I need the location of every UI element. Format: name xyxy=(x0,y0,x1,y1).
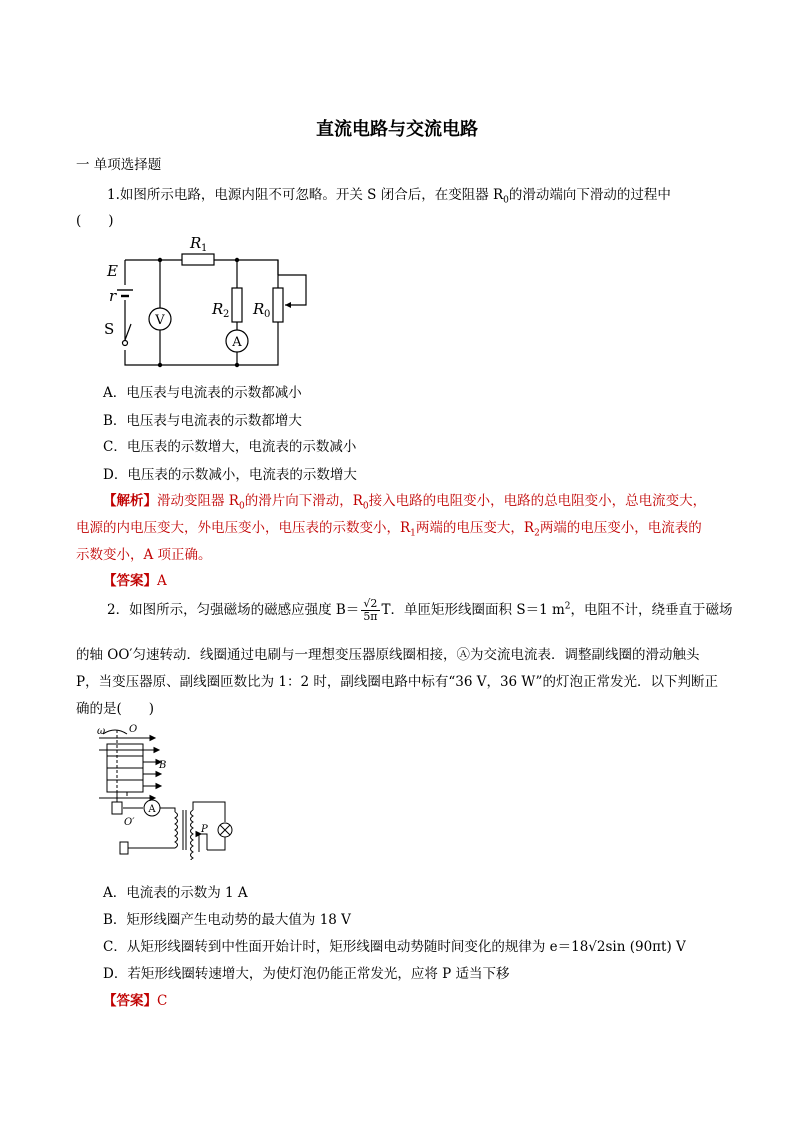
q1-analysis-line1: 【解析】滑动变阻器 $R_0$的滑片向下滑动，$R_0$接入电路的电阻变小，电路的总电阻变小，总电流变大， xyxy=(103,493,707,512)
label-E: E xyxy=(107,262,118,280)
q1-option-c: C．电压表的示数增大，电流表的示数减小 xyxy=(103,439,357,455)
svg-text:0: 0 xyxy=(264,309,271,320)
label-O: O xyxy=(129,724,138,735)
q1-circuit-diagram xyxy=(95,230,325,370)
label-O-prime: O′ xyxy=(124,817,135,828)
label-B: B xyxy=(159,760,167,771)
ammeter-A: A xyxy=(232,335,242,350)
q2-answer: 【答案】C xyxy=(103,993,168,1009)
label-P: P xyxy=(201,824,208,835)
q1-paren: ( ) xyxy=(76,213,114,229)
fraction-b: $\frac{√2}{5\pi}$ xyxy=(363,597,378,623)
voltmeter-V: V xyxy=(155,313,165,328)
q1-option-b: B．电压表与电流表的示数都增大 xyxy=(103,413,302,429)
label-R1: R xyxy=(190,234,202,252)
q2-stem-line3: P，当变压器原、副线圈匝数比为 1：2 时，副线圈电路中标有“36 V，36 W”的灯泡正常发光．以下判断正 xyxy=(76,674,718,690)
q2-option-a: A．电流表的示数为 1 A xyxy=(103,885,248,901)
svg-text:2: 2 xyxy=(223,309,230,320)
svg-text:1: 1 xyxy=(201,243,208,254)
q1-option-a: A．电压表与电流表的示数都减小 xyxy=(103,385,302,401)
section-heading: 一 单项选择题 xyxy=(76,157,162,173)
label-R2: R xyxy=(212,300,224,318)
q1-stem-line1: 1.如图所示电路，电源内阻不可忽略。开关 S 闭合后，在变阻器 $R_0$的滑动端向下滑动的过程中 xyxy=(107,187,671,206)
q2-generator-diagram xyxy=(95,722,245,860)
ammeter-A-2: A xyxy=(148,804,156,815)
q2-option-d: D．若矩形线圈转速增大，为使灯泡仍能正常发光，应将 P 适当下移 xyxy=(103,966,510,982)
q2-stem-line4: 确的是( ) xyxy=(76,701,155,717)
q1-analysis-line3: 示数变小，A 项正确。 xyxy=(76,547,212,563)
q2-option-c: C．从矩形线圈转到中性面开始计时，矩形线圈电动势随时间变化的规律为 e＝18√2sin (90πt) V xyxy=(103,939,686,955)
label-S: S xyxy=(104,320,115,338)
q1-answer: 【答案】A xyxy=(103,573,167,589)
q2-stem-line1: 2．如图所示，匀强磁场的磁感应强度 B＝ $\frac{√2}{5\pi}$ T．单匝矩形线圈面积 S＝1 $m^2$，电阻不计，绕垂直于磁场 xyxy=(107,597,733,623)
q1-option-d: D．电压表的示数减小，电流表的示数增大 xyxy=(103,467,357,483)
q1-analysis-line2: 电源的内电压变大，外电压变小，电压表的示数变小，$R_1$两端的电压变大，$R_2$两端的电压变小，电流表的 xyxy=(76,520,702,539)
label-r: r xyxy=(109,287,117,305)
label-omega: ω xyxy=(97,726,106,737)
q2-stem-line2: 的轴 OO′匀速转动．线圈通过电刷与一理想变压器原线圈相接，Ⓐ为交流电流表．调整副线圈的滑动触头 xyxy=(76,647,700,663)
q2-option-b: B．矩形线圈产生电动势的最大值为 18 V xyxy=(103,912,351,928)
page-title: 直流电路与交流电路 xyxy=(316,119,478,140)
label-R0: R xyxy=(253,300,265,318)
